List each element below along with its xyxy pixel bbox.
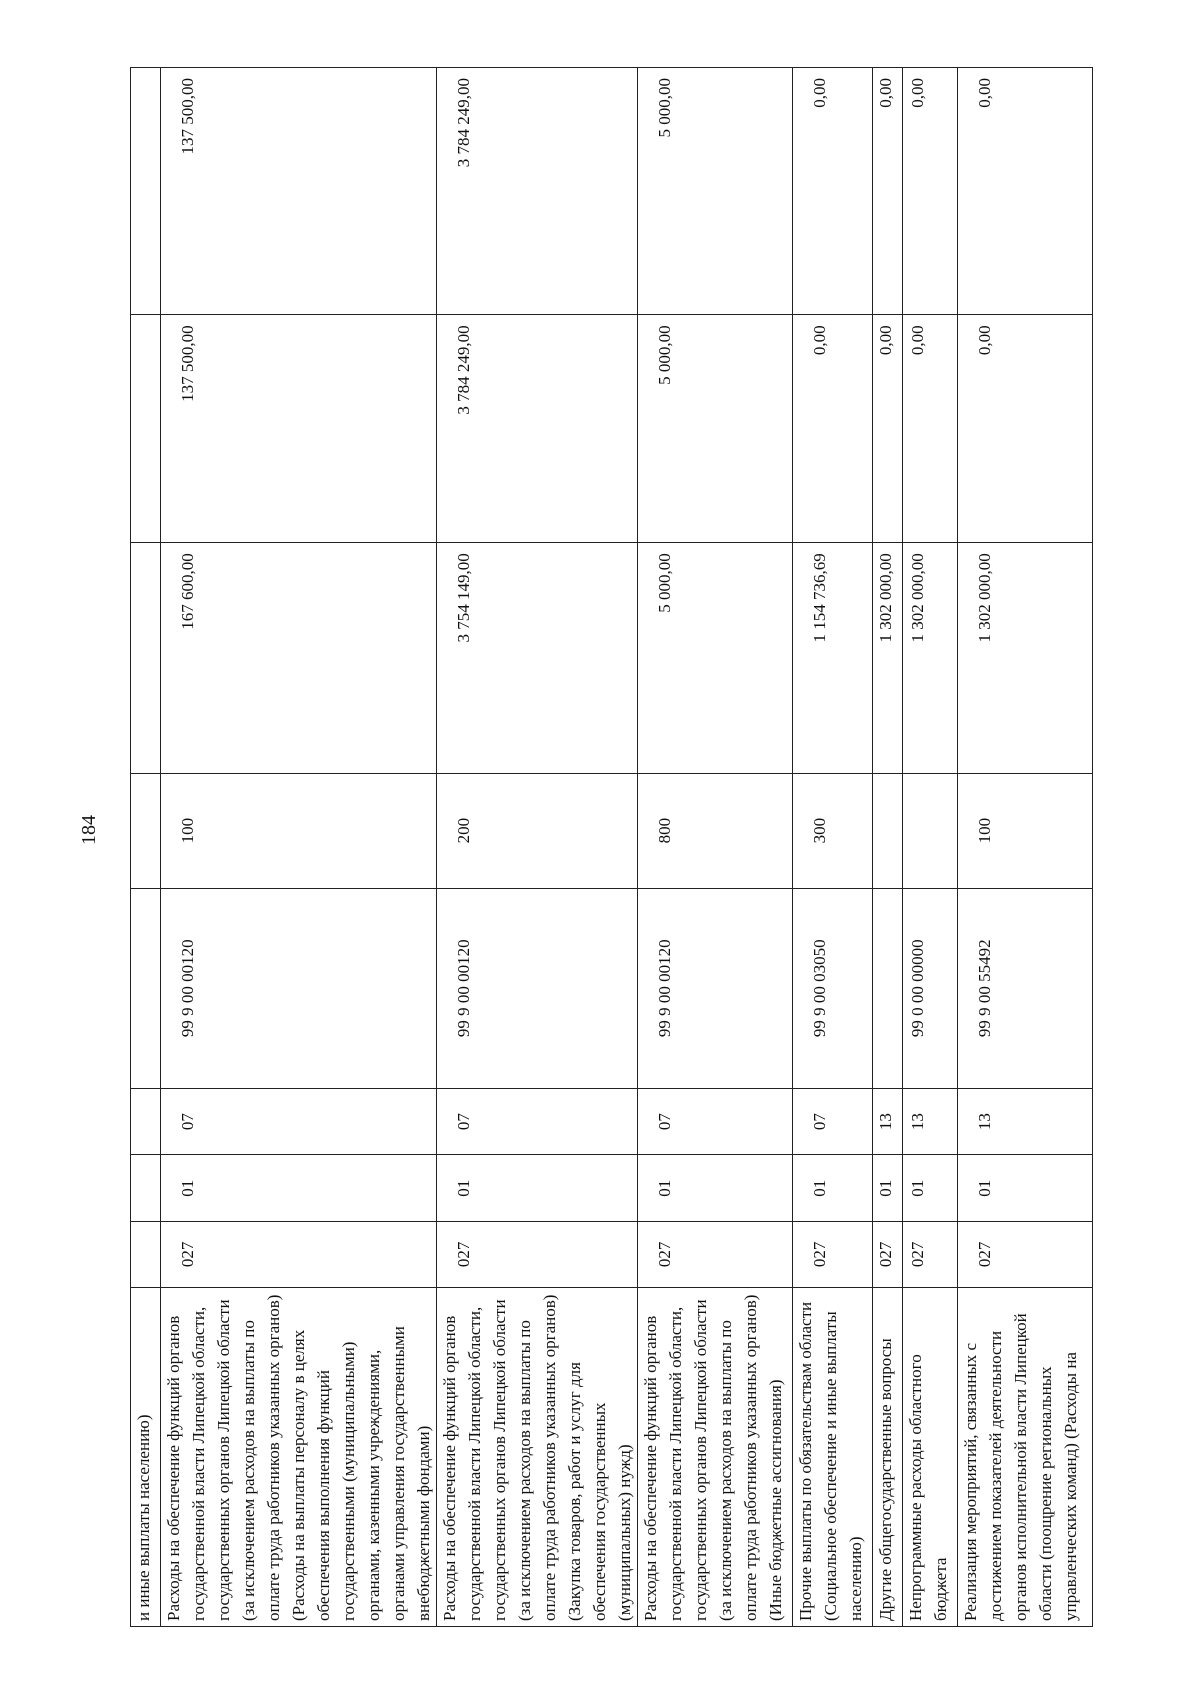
subsection-cell: 07 (437, 1088, 638, 1155)
target-article-cell: 99 9 00 00120 (638, 888, 793, 1088)
expense-type-cell (131, 773, 161, 888)
expense-type-cell (903, 773, 958, 888)
amount-year3-cell: 0,00 (903, 68, 958, 315)
amount-year2-cell: 0,00 (873, 315, 903, 543)
amount-year1-cell (131, 543, 161, 773)
table-row (958, 68, 1093, 1627)
table-row (903, 68, 958, 1627)
expense-type-cell: 800 (638, 773, 793, 888)
target-article-cell: 99 9 00 55492 (958, 888, 1093, 1088)
target-article-cell (131, 888, 161, 1088)
admin-code-cell: 027 (437, 1222, 638, 1287)
section-cell: 01 (793, 1155, 873, 1222)
page-number: 184 (78, 815, 100, 845)
admin-code-cell: 027 (903, 1222, 958, 1287)
amount-year1-cell: 1 154 736,69 (793, 543, 873, 773)
amount-year2-cell: 5 000,00 (638, 315, 793, 543)
amount-year3-cell: 0,00 (958, 68, 1093, 315)
amount-year2-cell: 3 784 249,00 (437, 315, 638, 543)
subsection-cell: 13 (958, 1088, 1093, 1155)
amount-year1-cell: 3 754 149,00 (437, 543, 638, 773)
admin-code-cell: 027 (958, 1222, 1093, 1287)
subsection-cell: 13 (903, 1088, 958, 1155)
table-row (793, 68, 873, 1627)
target-article-cell (873, 888, 903, 1088)
row-description: Реализация мероприятий, связанных с достижением показателей деятельности органов исполнительной власти Липецкой области (поощрение региональных управленческих команд) (Расходы на (958, 1287, 1093, 1626)
amount-year3-cell: 3 784 249,00 (437, 68, 638, 315)
section-cell: 01 (903, 1155, 958, 1222)
expense-type-cell (873, 773, 903, 888)
amount-year2-cell: 0,00 (793, 315, 873, 543)
expense-type-cell: 200 (437, 773, 638, 888)
amount-year3-cell (131, 68, 161, 315)
amount-year3-cell: 137 500,00 (161, 68, 437, 315)
target-article-cell: 99 9 00 03050 (793, 888, 873, 1088)
target-article-cell: 99 9 00 00120 (161, 888, 437, 1088)
expense-type-cell: 100 (958, 773, 1093, 888)
section-cell: 01 (958, 1155, 1093, 1222)
amount-year3-cell: 0,00 (793, 68, 873, 315)
row-description: Прочие выплаты по обязательствам области (Социальное обеспечение и иные выплаты населению) (793, 1287, 873, 1626)
admin-code-cell: 027 (638, 1222, 793, 1287)
target-article-cell: 99 0 00 00000 (903, 888, 958, 1088)
table-row (161, 68, 437, 1627)
target-article-cell: 99 9 00 00120 (437, 888, 638, 1088)
table-row (638, 68, 793, 1627)
row-description: Расходы на обеспечение функций органов государственной власти Липецкой области, государственных органов Липецкой области (за исключением расходов на выплаты по оплате труда работников указанных органов) (Расходы на выплаты персоналу в целях обеспечения выполнения функций государственными (муниципальными) органами, казенными учреждениями, органами управления государственными внебюджетными фондами) (161, 1287, 437, 1626)
admin-code-cell: 027 (873, 1222, 903, 1287)
admin-code-cell: 027 (161, 1222, 437, 1287)
amount-year2-cell: 0,00 (958, 315, 1093, 543)
subsection-cell: 13 (873, 1088, 903, 1155)
amount-year2-cell: 137 500,00 (161, 315, 437, 543)
section-cell: 01 (161, 1155, 437, 1222)
row-description: Другие общегосударственные вопросы (873, 1287, 903, 1626)
amount-year1-cell: 1 302 000,00 (903, 543, 958, 773)
amount-year1-cell: 5 000,00 (638, 543, 793, 773)
subsection-cell: 07 (793, 1088, 873, 1155)
table-row (437, 68, 638, 1627)
amount-year2-cell: 0,00 (903, 315, 958, 543)
section-cell: 01 (638, 1155, 793, 1222)
amount-year3-cell: 0,00 (873, 68, 903, 315)
row-description: Расходы на обеспечение функций органов государственной власти Липецкой области, государственных органов Липецкой области (за исключением расходов на выплаты по оплате труда работников указанных органов) (Иные бюджетные ассигнования) (638, 1287, 793, 1626)
section-cell (131, 1155, 161, 1222)
budget-table-page (130, 67, 1080, 1627)
admin-code-cell: 027 (793, 1222, 873, 1287)
table-row (131, 68, 161, 1627)
section-cell: 01 (437, 1155, 638, 1222)
section-cell: 01 (873, 1155, 903, 1222)
table-row (873, 68, 903, 1627)
subsection-cell: 07 (161, 1088, 437, 1155)
subsection-cell (131, 1088, 161, 1155)
subsection-cell: 07 (638, 1088, 793, 1155)
amount-year2-cell (131, 315, 161, 543)
expense-type-cell: 300 (793, 773, 873, 888)
row-description: Расходы на обеспечение функций органов государственной власти Липецкой области, государственных органов Липецкой области (за исключением расходов на выплаты по оплате труда работников указанных органов) (Закупка товаров, работ и услуг для обеспечения государственных (муниципальных) нужд) (437, 1287, 638, 1626)
amount-year1-cell: 1 302 000,00 (958, 543, 1093, 773)
expense-type-cell: 100 (161, 773, 437, 888)
amount-year1-cell: 1 302 000,00 (873, 543, 903, 773)
admin-code-cell (131, 1222, 161, 1287)
amount-year1-cell: 167 600,00 (161, 543, 437, 773)
amount-year3-cell: 5 000,00 (638, 68, 793, 315)
row-description: и иные выплаты населению) (131, 1287, 161, 1626)
row-description: Непрограммные расходы областного бюджета (903, 1287, 958, 1626)
budget-table (130, 67, 1093, 1627)
